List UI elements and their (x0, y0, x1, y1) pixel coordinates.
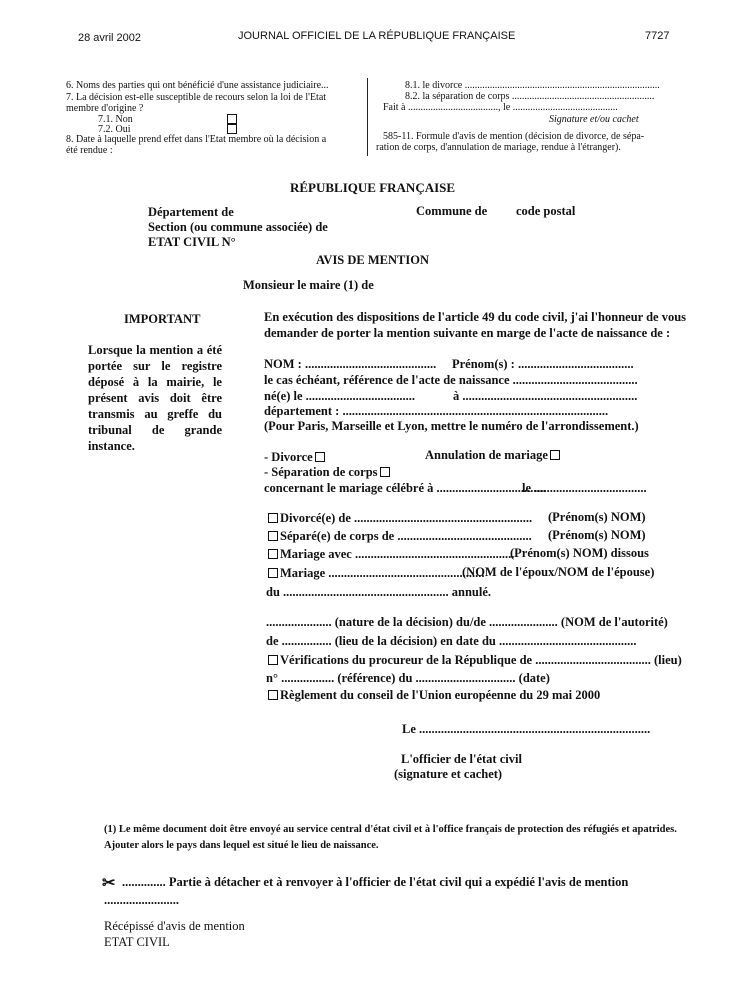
mariage-dissous-label: (Prénom(s) NOM) dissous (510, 546, 649, 560)
epoux-epouse-label: (NOM de l'époux/NOM de l'épouse) (462, 565, 655, 579)
departement-field[interactable]: département : ..................................................................................... (264, 404, 609, 418)
item-8: 8. Date à laquelle prend effet dans l'Etat membre où la décision a (66, 134, 327, 145)
checkbox-oui[interactable] (227, 124, 237, 134)
separation-label: - Séparation de corps (264, 465, 378, 479)
reference-field[interactable]: le cas échéant, référence de l'acte de naissance ........................................ (264, 373, 638, 387)
formula-title-cont: ration de corps, d'annulation de mariage, rendue à l'étranger). (376, 142, 621, 153)
officier-label: L'officier de l'état civil (401, 752, 522, 766)
item-7: 7. La décision est-elle susceptible de recours selon la loi de l'Etat (66, 92, 327, 103)
detach-line: .............. Partie à détacher et à renvoyer à l'officier de l'état civil qui a expédié l'avis de mention (122, 875, 629, 889)
header-date: 28 avril 2002 (78, 32, 141, 44)
nom-field[interactable]: NOM : .......................................... (264, 357, 437, 371)
separation-option-checkbox[interactable] (268, 531, 278, 541)
page-number: 7727 (645, 30, 670, 42)
paris-note: (Pour Paris, Marseille et Lyon, mettre le numéro de l'arrondissement.) (264, 419, 639, 433)
section-label: Section (ou commune associée) de (148, 220, 328, 234)
commune-label: Commune de (416, 204, 488, 218)
mariage-field[interactable]: Mariage .................................................. (280, 566, 485, 580)
annule-du-field[interactable]: du ..................................................... annulé. (266, 585, 492, 599)
divorce-label: - Divorce (264, 450, 313, 464)
annulation-checkbox[interactable] (550, 450, 560, 460)
journal-title: JOURNAL OFFICIEL DE LA RÉPUBLIQUE FRANÇAISE (238, 30, 516, 42)
code-postal-label: code postal (516, 204, 576, 218)
item-8-1: 8.1. le divorce .............................................................................. (405, 80, 660, 91)
mariage-annule-checkbox[interactable] (268, 568, 278, 578)
execution-line-2: demander de porter la mention suivante en marge de l' (264, 326, 557, 340)
item-7-cont: membre d'origine ? (66, 103, 144, 114)
item-8-2: 8.2. la séparation de corps ......................................................... (405, 91, 655, 102)
checkbox-non[interactable] (227, 114, 237, 124)
le-date-field[interactable]: Le .......................................................................... (402, 722, 651, 736)
separe-de-field[interactable]: Séparé(e) de corps de ........................................... (280, 529, 532, 543)
etat-civil-footer: ETAT CIVIL (104, 935, 170, 949)
annulation-label: Annulation de mariage (425, 448, 548, 462)
recepisse-label: Récépissé d'avis de mention (104, 919, 245, 933)
footnote-1: (1) Le même document doit être envoyé au service central d'état civil et à l'office français de protection des réfugiés et apatrides. (104, 824, 677, 835)
signature-label: Signature et/ou cachet (549, 114, 639, 125)
verification-field[interactable]: Vérifications du procureur de la République de ..................................... (lieu) (280, 653, 682, 667)
scissors-icon: ✂ (102, 875, 116, 892)
reglement-label: Règlement du conseil de l'Union européenne du 29 mai 2000 (280, 688, 601, 702)
verification-checkbox[interactable] (268, 655, 278, 665)
lieu-naissance-field[interactable]: à ........................................................ (453, 389, 638, 403)
lieu-decision-field[interactable]: de ................ (lieu de la décision) en date du ............................................ (266, 634, 637, 648)
detach-dots: ........................ (104, 893, 179, 907)
signature-cachet: (signature et cachet) (394, 767, 503, 781)
mariage-dissous-checkbox[interactable] (268, 549, 278, 559)
important-heading: IMPORTANT (124, 312, 201, 326)
departement-label: Département de (148, 205, 234, 219)
avis-title: AVIS DE MENTION (316, 253, 429, 267)
execution-line-1: En exécution des dispositions de l'article 49 du code civil, j'ai l'honneur de vous (264, 310, 687, 324)
divorce-prenom-nom: (Prénom(s) NOM) (548, 510, 646, 524)
prenoms-field[interactable]: Prénom(s) : ..................................... (452, 357, 634, 371)
separe-prenom-nom: (Prénom(s) NOM) (548, 528, 646, 542)
nature-decision-field[interactable]: ..................... (nature de la décision) du/de ...................... (NOM de l'autorité) (266, 615, 668, 629)
reference-date-field[interactable]: n° ................. (référence) du ................................ (date) (266, 671, 550, 685)
footnote-2: Ajouter alors le pays dans lequel est situé le lieu de naissance. (104, 840, 379, 851)
fait-a: Fait à ...................................., le .......................................... (383, 102, 618, 113)
form-title: RÉPUBLIQUE FRANÇAISE (290, 180, 456, 195)
mariage-celebre-field[interactable]: concernant le mariage célébré à ................................... (264, 481, 546, 495)
date-mariage-field[interactable]: le .................................... (522, 481, 647, 495)
maire-line: Monsieur le maire (1) de (243, 278, 374, 292)
item-7-1: 7.1. Non (98, 114, 133, 125)
important-text: Lorsque la mention a été portée sur le registre déposé à la mairie, le présent avis doit être transmis au greffe du tribunal de grande instance. (88, 343, 222, 453)
mariage-avec-field[interactable]: Mariage avec ................................................... (280, 547, 515, 561)
divorce-de-field[interactable]: Divorcé(e) de ......................................................... (280, 511, 533, 525)
reglement-checkbox[interactable] (268, 690, 278, 700)
item-6: 6. Noms des parties qui ont bénéficié d'une assistance judiciaire... (66, 80, 329, 91)
etat-civil-label: ETAT CIVIL N° (148, 235, 236, 249)
divorce-option-checkbox[interactable] (268, 513, 278, 523)
column-divider (367, 78, 368, 156)
acte-naissance: acte de naissance de : (556, 326, 671, 340)
ne-le-field[interactable]: né(e) le ................................... (264, 389, 416, 403)
item-7-2: 7.2. Oui (98, 124, 131, 135)
formula-title: 585-11. Formule d'avis de mention (décision de divorce, de sépa- (383, 131, 645, 142)
separation-checkbox[interactable] (380, 467, 390, 477)
divorce-checkbox[interactable] (315, 452, 325, 462)
item-8-cont: été rendue : (66, 145, 113, 156)
